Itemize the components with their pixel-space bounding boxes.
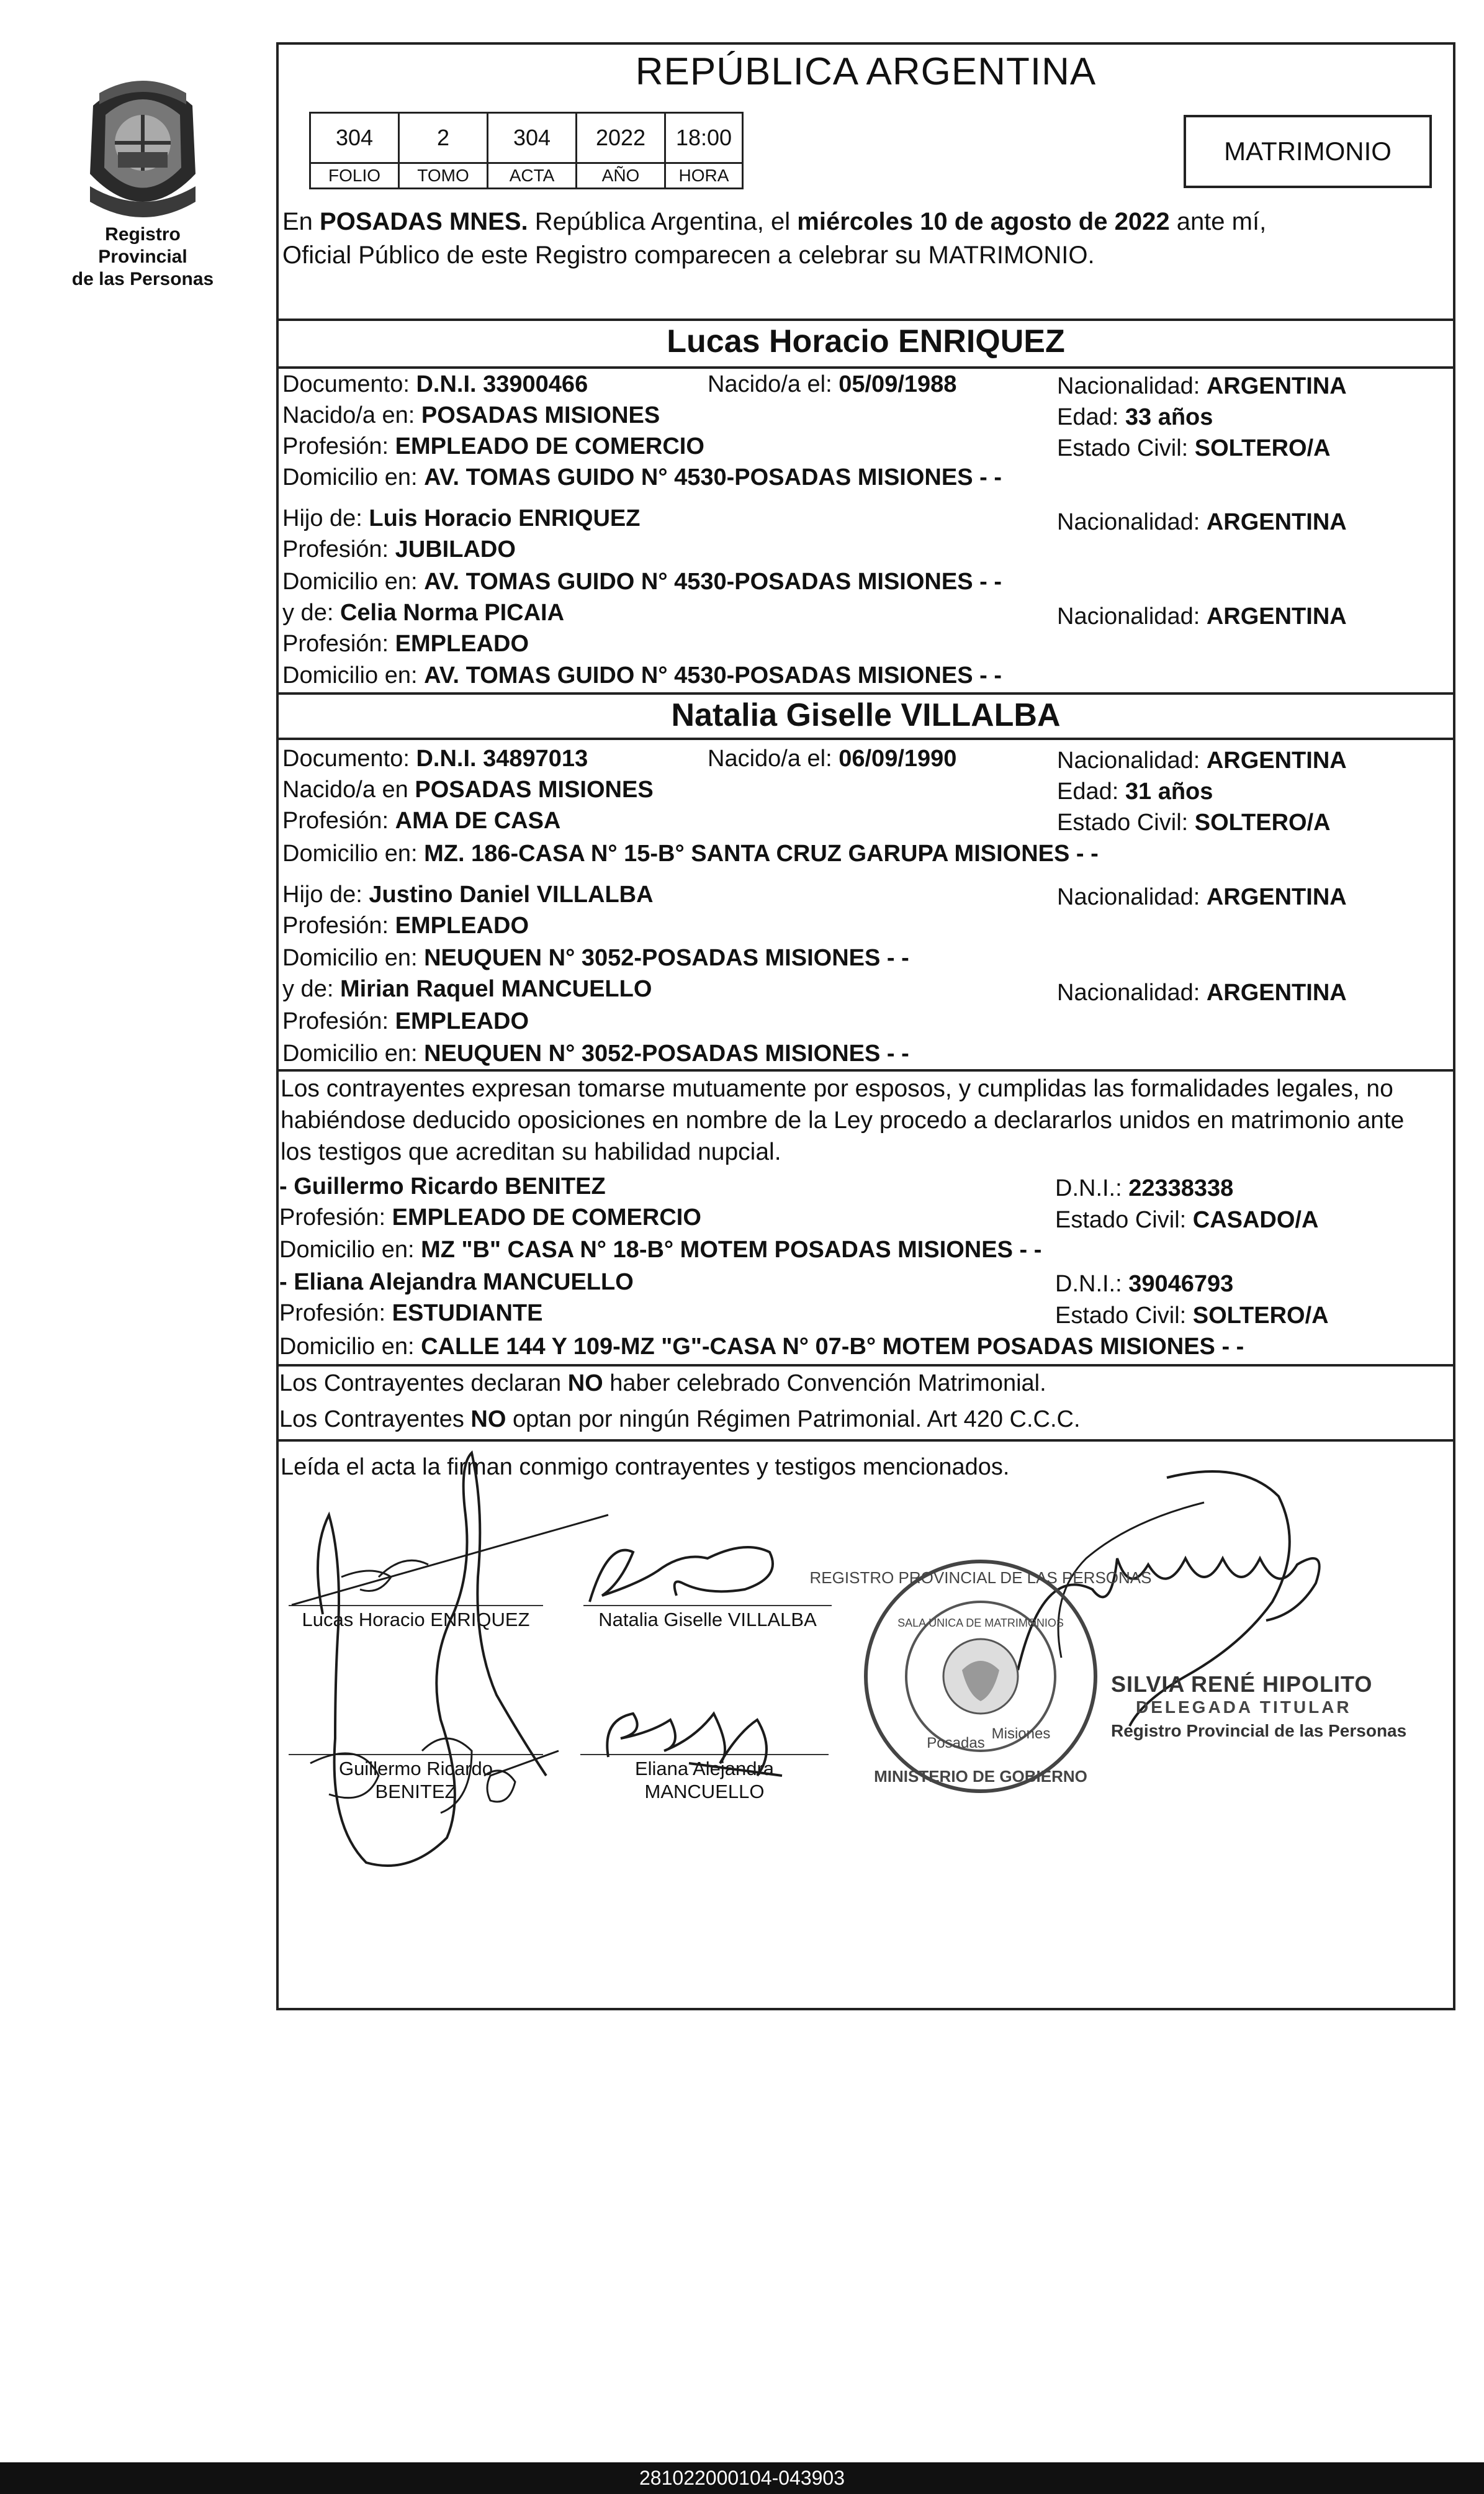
value: SOLTERO/A (1192, 1303, 1329, 1329)
footer-code: 281022000104-043903 (639, 2467, 845, 2489)
label: D.N.I.: (1055, 1175, 1129, 1201)
groom-nationality (1057, 371, 1347, 402)
witness1-address (279, 1234, 1041, 1265)
witness1-profession (279, 1202, 701, 1233)
label: Edad: (1057, 404, 1125, 430)
value: MZ "B" CASA N° 18-B° MOTEM POSADAS MISIONES - - (421, 1237, 1042, 1263)
tomo-value: 2 (399, 113, 488, 163)
groom-born (708, 369, 956, 400)
intro-text: En (282, 208, 320, 235)
value: ARGENTINA (1206, 373, 1347, 399)
official-name: SILVIA RENÉ HIPOLITO (1111, 1671, 1373, 1697)
label: Hijo de: (282, 882, 369, 908)
registry-logo (62, 68, 223, 291)
groom-signature-caption: Lucas Horacio ENRIQUEZ (302, 1609, 530, 1630)
value: AMA DE CASA (395, 808, 561, 834)
value: ARGENTINA (1206, 748, 1347, 774)
value: Celia Norma PICAIA (340, 600, 565, 626)
text: Los Contrayentes (279, 1406, 471, 1432)
text: NO (567, 1370, 603, 1396)
provincial-seal-icon (81, 68, 205, 224)
folio-label: FOLIO (310, 163, 399, 189)
value: 05/09/1988 (839, 371, 957, 397)
divider (276, 319, 1455, 321)
value: Luis Horacio ENRIQUEZ (369, 505, 641, 531)
label: Nacionalidad: (1057, 884, 1207, 910)
label: Profesión: (279, 1204, 392, 1231)
groom-name: Lucas Horacio ENRIQUEZ (667, 323, 1065, 359)
groom-father-address (282, 566, 1002, 597)
value: EMPLEADO (395, 1008, 529, 1034)
bride-mother-profession (282, 1006, 529, 1037)
value: ARGENTINA (1206, 884, 1347, 910)
value: Mirian Raquel MANCUELLO (340, 976, 652, 1002)
value: POSADAS MISIONES (421, 402, 660, 428)
groom-doc (282, 369, 588, 400)
witness2-address (279, 1331, 1244, 1362)
value: EMPLEADO (395, 913, 529, 939)
value: SOLTERO/A (1194, 810, 1331, 836)
value: CALLE 144 Y 109-MZ "G"-CASA N° 07-B° MOTEM POSADAS MISIONES - - (421, 1334, 1244, 1360)
value: 31 años (1125, 779, 1213, 805)
bride-father (282, 879, 654, 910)
groom-age (1057, 402, 1213, 433)
groom-civil-status (1057, 433, 1331, 464)
hora-label: HORA (665, 163, 743, 189)
acta-label: ACTA (488, 163, 577, 189)
groom-mother-profession (282, 628, 529, 659)
value: ESTUDIANTE (392, 1300, 543, 1326)
page-title: REPÚBLICA ARGENTINA (635, 50, 1097, 93)
value: ARGENTINA (1206, 509, 1347, 535)
logo-caption-line1: Registro Provincial (98, 224, 187, 267)
groom-profession (282, 431, 704, 462)
official-organization: Registro Provincial de las Personas (1111, 1721, 1407, 1740)
text: NO (470, 1406, 506, 1432)
text: haber celebrado Convención Matrimonial. (603, 1370, 1046, 1396)
bride-civil-status (1057, 807, 1331, 838)
label: Profesión: (282, 536, 395, 563)
bride-mother-address (282, 1038, 909, 1069)
witness2-signature-caption-line2: MANCUELLO (644, 1781, 765, 1802)
bride-name: Natalia Giselle VILLALBA (671, 697, 1061, 733)
witness1-signature-caption-line2: BENITEZ (375, 1781, 457, 1802)
declaration-line3: los testigos que acreditan su habilidad nupcial. (281, 1139, 781, 1165)
label: Domicilio en: (282, 1041, 425, 1067)
label: Profesión: (282, 433, 395, 459)
bride-signature-caption: Natalia Giselle VILLALBA (598, 1609, 817, 1630)
value: POSADAS MISIONES (415, 777, 654, 803)
value: 06/09/1990 (839, 746, 957, 772)
intro-line1 (282, 205, 1452, 238)
label: Documento: (282, 371, 416, 397)
ano-value: 2022 (577, 113, 665, 163)
stamp-ring-text: REGISTRO PROVINCIAL DE LAS PERSONAS (809, 1568, 1152, 1587)
value: - Guillermo Ricardo BENITEZ (279, 1173, 606, 1200)
label: Domicilio en: (282, 569, 425, 595)
value: CASADO/A (1192, 1207, 1319, 1233)
intro-text: República Argentina, el (528, 208, 798, 235)
label: Domicilio en: (282, 841, 425, 867)
folio-value: 304 (310, 113, 399, 163)
value: AV. TOMAS GUIDO N° 4530-POSADAS MISIONES - - (424, 569, 1002, 595)
text: Los Contrayentes declaran (279, 1370, 568, 1396)
hora-value: 18:00 (665, 113, 743, 163)
value: MZ. 186-CASA N° 15-B° SANTA CRUZ GARUPA MISIONES - - (424, 841, 1099, 867)
label: Edad: (1057, 779, 1125, 805)
value: ARGENTINA (1206, 980, 1347, 1006)
bride-profession (282, 805, 560, 836)
groom-signature-icon (286, 1428, 633, 1900)
label: Nacido/a en: (282, 402, 421, 428)
bride-age (1057, 776, 1213, 807)
label: Profesión: (282, 808, 395, 834)
value: EMPLEADO DE COMERCIO (395, 433, 704, 459)
label: Hijo de: (282, 505, 369, 531)
groom-father-nationality (1057, 507, 1347, 538)
bride-nationality (1057, 745, 1347, 776)
label: Nacionalidad: (1057, 603, 1207, 630)
label: Nacionalidad: (1057, 980, 1207, 1006)
declaration-line1: Los contrayentes expresan tomarse mutuamente por esposos, y cumplidas las formalidades legales, no (281, 1075, 1393, 1102)
ano-label: AÑO (577, 163, 665, 189)
groom-birthplace (282, 400, 660, 431)
value: D.N.I. 33900466 (416, 371, 588, 397)
value: SOLTERO/A (1194, 435, 1331, 461)
witness2-signature-caption-line1: Eliana Alejandra (634, 1758, 775, 1779)
bride-father-nationality (1057, 882, 1347, 913)
value: AV. TOMAS GUIDO N° 4530-POSADAS MISIONES - - (424, 662, 1002, 689)
label: Nacionalidad: (1057, 748, 1207, 774)
witness1-name (279, 1171, 606, 1202)
logo-caption-line2: de las Personas (71, 269, 214, 289)
convention-line1 (279, 1368, 1046, 1399)
value: ARGENTINA (1206, 603, 1347, 630)
label: Domicilio en: (282, 464, 425, 490)
divider (276, 692, 1455, 695)
groom-father (282, 503, 640, 534)
label: Profesión: (282, 913, 395, 939)
groom-mother-nationality (1057, 601, 1347, 632)
bride-mother (282, 974, 652, 1005)
signatures-intro: Leída el acta la firman conmigo contrayentes y testigos mencionados. (281, 1454, 1010, 1480)
label: Nacido/a en (282, 777, 415, 803)
label: Profesión: (282, 631, 395, 657)
bride-father-profession (282, 910, 529, 941)
value: NEUQUEN N° 3052-POSADAS MISIONES - - (424, 945, 909, 971)
label: y de: (282, 600, 340, 626)
document-type-box: MATRIMONIO (1184, 115, 1432, 188)
label: Profesión: (279, 1300, 392, 1326)
label: Domicilio en: (279, 1237, 421, 1263)
value: AV. TOMAS GUIDO N° 4530-POSADAS MISIONES - - (424, 464, 1002, 490)
stamp-inner-text: SALA UNICA DE MATRIMONIOS (897, 1617, 1064, 1629)
value: D.N.I. 34897013 (416, 746, 588, 772)
bride-mother-nationality (1057, 977, 1347, 1008)
stamp-bottom-text: MINISTERIO DE GOBIERNO (874, 1767, 1087, 1786)
declaration-line2: habiéndose deducido oposiciones en nombre de la Ley procedo a declararlos unidos en matrimonio ante (281, 1107, 1405, 1134)
witness2-name (279, 1267, 634, 1298)
label: Nacido/a el: (708, 371, 839, 397)
bride-father-address (282, 942, 909, 974)
witness1-dni (1055, 1173, 1233, 1204)
groom-mother-address (282, 660, 1002, 691)
witness2-dni (1055, 1268, 1233, 1299)
value: - Eliana Alejandra MANCUELLO (279, 1269, 634, 1295)
intro-text: ante mí, (1169, 208, 1267, 235)
intro-line2: Oficial Público de este Registro comparecen a celebrar su MATRIMONIO. (282, 242, 1095, 269)
label: D.N.I.: (1055, 1271, 1129, 1297)
value: 33 años (1125, 404, 1213, 430)
witness2-signature-icon (596, 1695, 801, 1788)
groom-address (282, 462, 1002, 493)
label: Documento: (282, 746, 416, 772)
value: NEUQUEN N° 3052-POSADAS MISIONES - - (424, 1041, 909, 1067)
witness2-profession (279, 1298, 542, 1329)
witness1-civil-status (1055, 1204, 1318, 1236)
stamp-province-text: Misiones (991, 1725, 1051, 1742)
divider (276, 738, 1455, 740)
divider (276, 1069, 1455, 1072)
label: Estado Civil: (1055, 1207, 1193, 1233)
acta-value: 304 (488, 113, 577, 163)
label: Estado Civil: (1057, 810, 1195, 836)
value: EMPLEADO DE COMERCIO (392, 1204, 701, 1231)
value: Justino Daniel VILLALBA (369, 882, 654, 908)
tomo-label: TOMO (399, 163, 488, 189)
bride-doc (282, 743, 588, 774)
label: Estado Civil: (1057, 435, 1195, 461)
bride-signature-icon (583, 1515, 788, 1620)
registry-table (309, 112, 744, 189)
value: JUBILADO (395, 536, 516, 563)
value: EMPLEADO (395, 631, 529, 657)
intro-date: miércoles 10 de agosto de 2022 (797, 208, 1170, 235)
official-stamp-icon (809, 1552, 1152, 1800)
label: Domicilio en: (282, 945, 425, 971)
text: optan por ningún Régimen Patrimonial. Art 420 C.C.C. (506, 1406, 1081, 1432)
label: y de: (282, 976, 340, 1002)
bride-born (708, 743, 956, 774)
label: Domicilio en: (279, 1334, 421, 1360)
bride-birthplace (282, 774, 654, 805)
value: 22338338 (1128, 1175, 1234, 1201)
divider (276, 1364, 1455, 1367)
label: Nacionalidad: (1057, 509, 1207, 535)
witness2-civil-status (1055, 1300, 1329, 1331)
groom-father-profession (282, 534, 516, 565)
label: Domicilio en: (282, 662, 425, 689)
official-role: DELEGADA TITULAR (1136, 1697, 1352, 1717)
intro-city: POSADAS MNES. (320, 208, 528, 235)
label: Estado Civil: (1055, 1303, 1193, 1329)
label: Profesión: (282, 1008, 395, 1034)
value: 39046793 (1128, 1271, 1234, 1297)
label: Nacido/a el: (708, 746, 839, 772)
groom-mother (282, 597, 564, 628)
bride-address (282, 838, 1099, 869)
label: Nacionalidad: (1057, 373, 1207, 399)
stamp-city-text: Posadas (927, 1735, 985, 1751)
witness1-signature-caption-line1: Guillermo Ricardo (338, 1758, 493, 1779)
footer-code-bar (0, 2462, 1484, 2494)
